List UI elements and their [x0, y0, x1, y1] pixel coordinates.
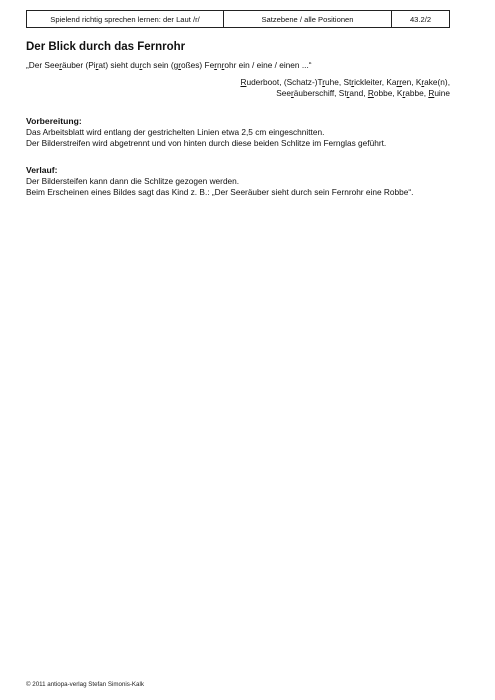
sentence-template — [26, 60, 312, 70]
underlined-letter: r — [290, 87, 294, 98]
text: „Der See — [26, 60, 60, 70]
preparation-text-1: Das Arbeitsblatt wird entlang der gestrichelten Linien etwa 2,5 cm eingeschnitten. — [26, 127, 325, 137]
word-list-line-2 — [240, 88, 450, 99]
procedure-text-1: Der Bildersteifen kann dann die Schlitze gezogen werden. — [26, 176, 240, 186]
underlined-letter: r — [346, 87, 350, 98]
preparation-text-2: Der Bilderstreifen wird abgetrennt und von hinten durch diese beiden Schlitze im Fernglas geführt. — [26, 138, 387, 148]
copyright-footer: © 2011 antiopa-verlag Stefan Simonis-Kalk — [26, 681, 144, 688]
underlined-letter: r — [402, 87, 406, 98]
underlined-letter: R — [367, 87, 374, 98]
text: at) sieht du — [98, 60, 140, 70]
underlined-letter: r — [95, 60, 99, 70]
underlined-letter: r — [139, 60, 143, 70]
text: ake(n), — [424, 77, 450, 87]
page-title: Der Blick durch das Fernrohr — [26, 41, 186, 53]
header-page-number: 43.2/2 — [409, 14, 432, 24]
underlined-letter: r — [322, 77, 325, 87]
underlined-letter: r — [59, 60, 62, 70]
text: abbe, — [405, 87, 429, 98]
underlined-letter: r — [178, 60, 181, 70]
text: n — [216, 60, 222, 70]
text: ch sein (g — [142, 60, 179, 70]
underlined-letter: r — [351, 77, 355, 87]
word-list-line-1 — [240, 77, 450, 88]
underlined-letter: R — [240, 77, 247, 87]
header-table — [26, 10, 450, 28]
text: uderboot, (Schatz-)T — [246, 77, 323, 87]
text: ickleiter, Ka — [354, 77, 397, 87]
text: äuber (Pi — [61, 60, 96, 70]
underlined-letter: r — [421, 77, 425, 87]
text: obbe, K — [373, 87, 403, 98]
header-level: Satzebene / alle Positionen — [224, 11, 392, 27]
procedure-heading: Verlauf: — [26, 165, 58, 175]
preparation-heading: Vorbereitung: — [26, 116, 82, 126]
underlined-letter: r — [221, 60, 225, 70]
procedure-text-2: Beim Erscheinen eines Bildes sagt das Kind z. B.: „Der Seeräuber sieht durch sein Fernrohr eine Robbe“. — [26, 187, 414, 197]
text: uine — [434, 87, 450, 98]
underlined-letter: rr — [396, 77, 403, 87]
text: See — [276, 87, 291, 98]
text: äuberschiff, St — [293, 87, 347, 98]
word-list — [240, 77, 450, 98]
text: uhe, St — [325, 77, 352, 87]
text: en, K — [402, 77, 422, 87]
underlined-letter: r — [214, 60, 217, 70]
text: oßes) Fe — [180, 60, 215, 70]
underlined-letter: R — [428, 87, 435, 98]
text: ohr ein / eine / einen ...“ — [224, 60, 312, 70]
text: and, — [349, 87, 368, 98]
header-topic: Spielend richtig sprechen lernen: der Laut /r/ — [27, 11, 224, 27]
